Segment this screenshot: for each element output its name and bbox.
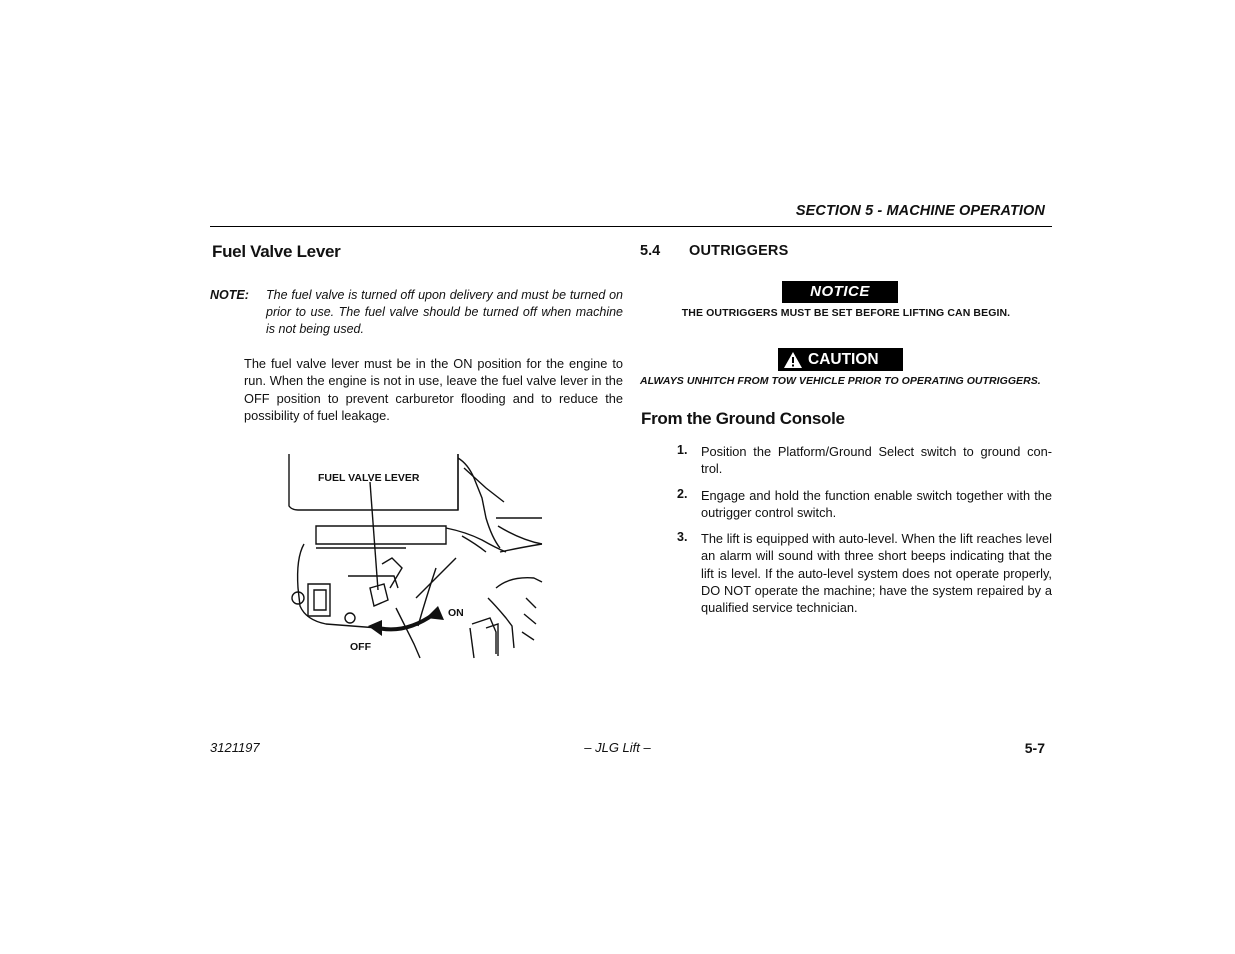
caution-label: CAUTION [808, 351, 879, 368]
fuel-valve-heading: Fuel Valve Lever [212, 242, 341, 261]
fuel-valve-figure [286, 448, 546, 664]
doc-number: 3121197 [210, 740, 260, 755]
note-text: The fuel valve is turned off upon delivery and must be turned on prior to use. The fuel valve should be turned off when machine is not being used. [266, 288, 623, 337]
step-number: 1. [677, 443, 688, 457]
notice-badge: NOTICE [782, 281, 898, 303]
step-text: The lift is equipped with auto-level. When the lift reaches level an alarm will sound with three short beeps indicating that the lift is level. If the auto-level system does not operate properly, DO NOT operate the machine; have the system repaired by a qualified service technician. [701, 531, 1052, 616]
step-number: 2. [677, 487, 688, 501]
notice-text: THE OUTRIGGERS MUST BE SET BEFORE LIFTING CAN BEGIN. [681, 307, 1011, 319]
fuel-valve-lever-label: FUEL VALVE LEVER [318, 472, 420, 484]
section-header-title: SECTION 5 - MACHINE OPERATION [795, 203, 1045, 219]
header-rule [210, 226, 1052, 227]
caution-text: ALWAYS UNHITCH FROM TOW VEHICLE PRIOR TO OPERATING OUTRIGGERS. [640, 375, 1041, 387]
ground-console-heading: From the Ground Console [641, 409, 845, 428]
note-label: NOTE: [210, 288, 249, 302]
warning-triangle-icon [784, 352, 802, 368]
page-number: 5-7 [1024, 740, 1045, 756]
fuel-valve-illustration [286, 448, 546, 664]
footer-center-text: – JLG Lift – [584, 740, 651, 755]
caution-badge [778, 348, 903, 371]
fuel-valve-paragraph: The fuel valve lever must be in the ON position for the engine to run. When the engine is not in use, leave the fuel valve lever in the OFF position to prevent carburetor flooding and to reduce the possibility of fuel leakage. [244, 356, 623, 424]
off-label: OFF [350, 641, 371, 653]
step-text: Engage and hold the function enable switch together with the outrigger control switch. [701, 488, 1052, 521]
on-label: ON [448, 607, 464, 619]
section-number: 5.4 [640, 243, 661, 259]
outriggers-heading: OUTRIGGERS [689, 243, 789, 259]
step-text: Position the Platform/Ground Select switch to ground con- trol. [701, 444, 1052, 477]
step-number: 3. [677, 530, 688, 544]
